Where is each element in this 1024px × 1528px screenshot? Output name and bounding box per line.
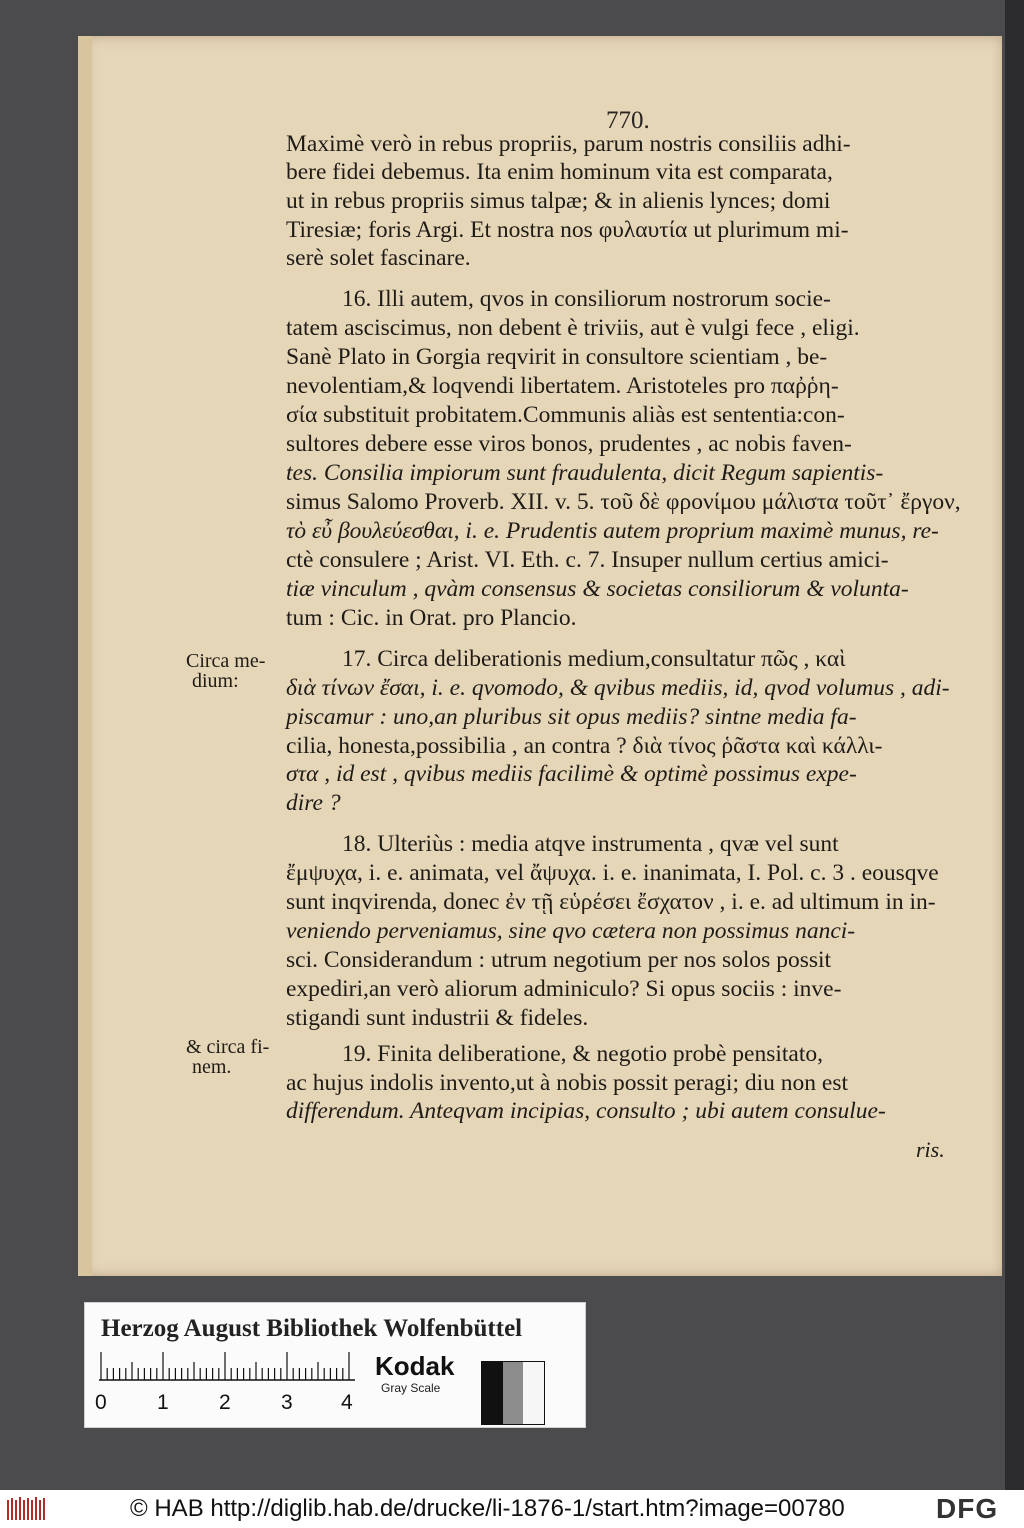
library-name: Herzog August Bibliothek Wolfenbüttel — [101, 1315, 523, 1342]
hab-logo-icon — [6, 1496, 48, 1522]
text-line: σία substituit probitatem.Communis aliàs est sententia:con- — [286, 402, 845, 428]
text-line: 17. Circa deliberationis medium,consultatur πῶς , καὶ — [342, 646, 846, 672]
text-line: bere fidei debemus. Ita enim hominum vita est comparata, — [286, 159, 833, 185]
margin-note-medium-line2: dium: — [192, 670, 239, 692]
text-line: piscamur : uno,an pluribus sit opus mediis? sintne media fa- — [286, 704, 857, 730]
text-line: διὰ τίνων ἔσαι, i. e. qvomodo, & qvibus mediis, id, qvod volumus , adi- — [286, 675, 950, 701]
scale-number-1: 1 — [157, 1391, 169, 1414]
text-line: ac hujus indolis invento,ut à nobis possit peragi; diu non est — [286, 1070, 848, 1096]
page-left-edge — [78, 36, 92, 1276]
color-calibration-card — [84, 1302, 586, 1428]
text-line: ut in rebus propriis simus talpæ; & in alienis lynces; domi — [286, 188, 831, 214]
scale-number-4: 4 — [341, 1391, 353, 1414]
text-line: tiæ vinculum , qvàm consensus & societas consiliorum & volunta- — [286, 576, 909, 602]
margin-note-medium-line1: Circa me- — [186, 650, 266, 672]
text-line: nevolentiam,& loqvendi libertatem. Aristoteles pro παῤῥη- — [286, 373, 839, 399]
book-spine-edge — [1005, 0, 1024, 1490]
kodak-brand: Kodak — [375, 1351, 455, 1381]
swatch-black — [482, 1362, 503, 1424]
text-line: στα , id est , qvibus mediis facilimè & optimè possimus expe- — [286, 761, 857, 787]
text-line: veniendo perveniamus, sine qvo cætera non possimus nanci- — [286, 918, 856, 944]
text-line: 16. Illi autem, qvos in consiliorum nostrorum socie- — [342, 286, 831, 312]
text-line: differendum. Anteqvam incipias, consulto ; ubi autem consulue- — [286, 1098, 886, 1124]
text-line: cilia, honesta,possibilia , an contra ? διὰ τίνος ῥᾶστα καὶ κάλλι- — [286, 733, 883, 759]
gray-swatches — [481, 1361, 545, 1425]
page-number: 770. — [606, 107, 650, 134]
text-line: Maximè verò in rebus propriis, parum nostris consiliis adhi- — [286, 131, 851, 157]
dfg-logo: DFG — [936, 1493, 999, 1524]
catchword: ris. — [916, 1137, 945, 1162]
footer-credit-link[interactable]: © HAB http://diglib.hab.de/drucke/li-1876-1/start.htm?image=00780 — [130, 1495, 845, 1522]
text-line: tum : Cic. in Orat. pro Plancio. — [286, 605, 577, 631]
text-line: sultores debere esse viros bonos, prudentes , ac nobis faven- — [286, 431, 852, 457]
text-line: stigandi sunt industrii & fideles. — [286, 1005, 589, 1031]
scale-number-2: 2 — [219, 1391, 231, 1414]
text-line: 19. Finita deliberatione, & negotio probè pensitato, — [342, 1041, 823, 1067]
text-line: simus Salomo Proverb. XII. v. 5. τοῦ δὲ φρονίμου μάλιστα τοῦτ᾽ ἔργον, — [286, 489, 961, 515]
text-line: Sanè Plato in Gorgia reqvirit in consultore scientiam , be- — [286, 344, 828, 370]
swatch-white — [523, 1362, 544, 1424]
text-line: Tiresiæ; foris Argi. Et nostra nos φυλαυτία ut plurimum mi- — [286, 217, 849, 243]
scale-number-3: 3 — [281, 1391, 293, 1414]
footer-bar — [0, 1490, 1024, 1528]
margin-note-end-line2: nem. — [192, 1056, 232, 1078]
margin-note-end-line1: & circa fi- — [186, 1036, 270, 1058]
text-line: sunt inqvirenda, donec ἐν τῇ εὑρέσει ἔσχατον , i. e. ad ultimum in in- — [286, 889, 936, 915]
text-line: serè solet fascinare. — [286, 245, 471, 271]
gray-scale-caption: Gray Scale — [381, 1381, 441, 1395]
text-line: tes. Consilia impiorum sunt fraudulenta, dicit Regum sapientis- — [286, 460, 884, 486]
text-line: ctè consulere ; Arist. VI. Eth. c. 7. Insuper nullum certius amici- — [286, 547, 889, 573]
text-line: ἔμψυχα, i. e. animata, vel ἄψυχα. i. e. inanimata, I. Pol. c. 3 . eousqve — [286, 860, 939, 886]
scale-number-0: 0 — [95, 1391, 107, 1414]
text-line: expediri,an verò aliorum adminiculo? Si opus sociis : inve- — [286, 976, 842, 1002]
text-line: dire ? — [286, 790, 341, 816]
text-line: τὸ εὖ βουλεύεσθαι, i. e. Prudentis autem proprium maximè munus, re- — [286, 518, 939, 544]
text-line: sci. Considerandum : utrum negotium per nos solos possit — [286, 947, 832, 973]
scale-ruler — [99, 1351, 355, 1381]
swatch-gray — [503, 1362, 524, 1424]
text-line: 18. Ulteriùs : media atqve instrumenta , qvæ vel sunt — [342, 831, 839, 857]
text-line: tatem ascisсimus, non debent è triviis, aut è vulgi fece , eligi. — [286, 315, 860, 341]
